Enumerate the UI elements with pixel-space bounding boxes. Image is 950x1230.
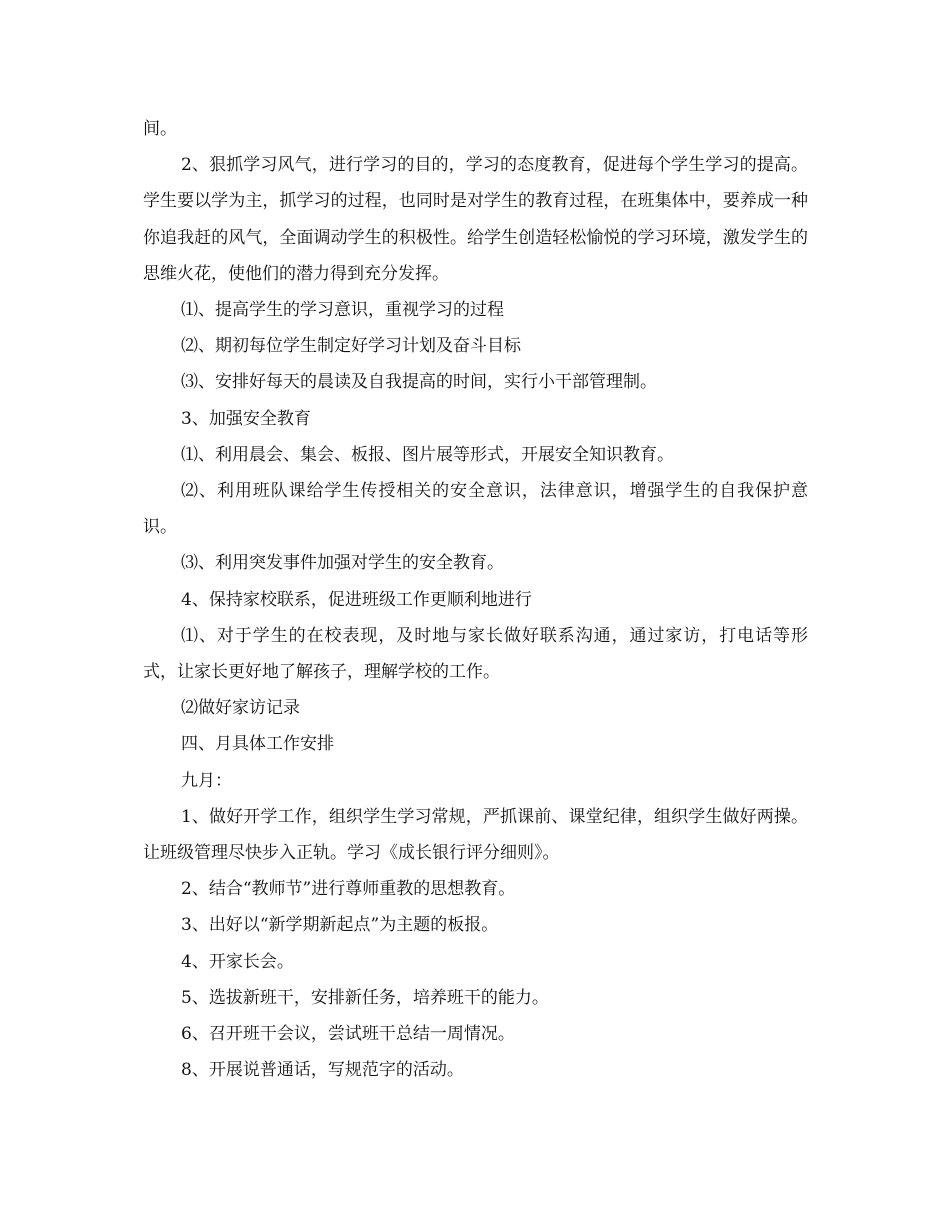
paragraph: ⑴、利用晨会、集会、板报、图片展等形式，开展安全知识教育。	[181, 444, 674, 465]
paragraph: ⑴、提高学生的学习意识，重视学习的过程	[181, 300, 504, 321]
document-body	[143, 111, 808, 1088]
section-heading: 3、加强安全教育	[181, 408, 311, 429]
section-heading: 四、月具体工作安排	[181, 734, 334, 755]
paragraph: ⑵做好家访记录	[181, 698, 300, 719]
paragraph: ⑵、利用班队课给学生传授相关的安全意识，法律意识，增强学生的自我保护意识。	[143, 481, 808, 538]
paragraph: 1、做好开学工作，组织学生学习常规，严抓课前、课堂纪律，组织学生做好两操。让班级管理尽快步入正轨。学习《成长银行评分细则》。	[143, 806, 808, 864]
paragraph: 间。	[143, 119, 177, 139]
paragraph: ⑴、对于学生的在校表现，及时地与家长做好联系沟通，通过家访，打电话等形式，让家长更好地了解孩子，理解学校的工作。	[143, 625, 808, 683]
paragraph: 5、选拔新班干，安排新任务，培养班干的能力。	[181, 987, 549, 1008]
paragraph: 3、出好以“新学期新起点”为主题的板报。	[181, 915, 499, 936]
month-heading: 九月：	[181, 770, 232, 791]
paragraph: 6、召开班干会议，尝试班干总结一周情况。	[181, 1024, 515, 1045]
paragraph: 2、结合“教师节”进行尊师重教的思想教育。	[181, 879, 516, 900]
paragraph: ⑶、利用突发事件加强对学生的安全教育。	[181, 553, 504, 574]
paragraph: ⑵、期初每位学生制定好学习计划及奋斗目标	[181, 336, 521, 357]
paragraph: ⑶、安排好每天的晨读及自我提高的时间，实行小干部管理制。	[181, 372, 657, 393]
paragraph: 8、开展说普通话，写规范字的活动。	[181, 1060, 464, 1081]
paragraph: 4、开家长会。	[181, 951, 294, 972]
section-heading: 4、保持家校联系，促进班级工作更顺利地进行	[181, 589, 532, 610]
paragraph: 2、狠抓学习风气，进行学习的目的，学习的态度教育，促进每个学生学习的提高。学生要以学为主，抓学习的过程，也同时是对学生的教育过程，在班集体中，要养成一种你追我赶的风气，全面调动学生的积极性。给学生创造轻松愉悦的学习环境，激发学生的思维火花，使他们的潜力得到充分发挥。	[143, 155, 808, 284]
